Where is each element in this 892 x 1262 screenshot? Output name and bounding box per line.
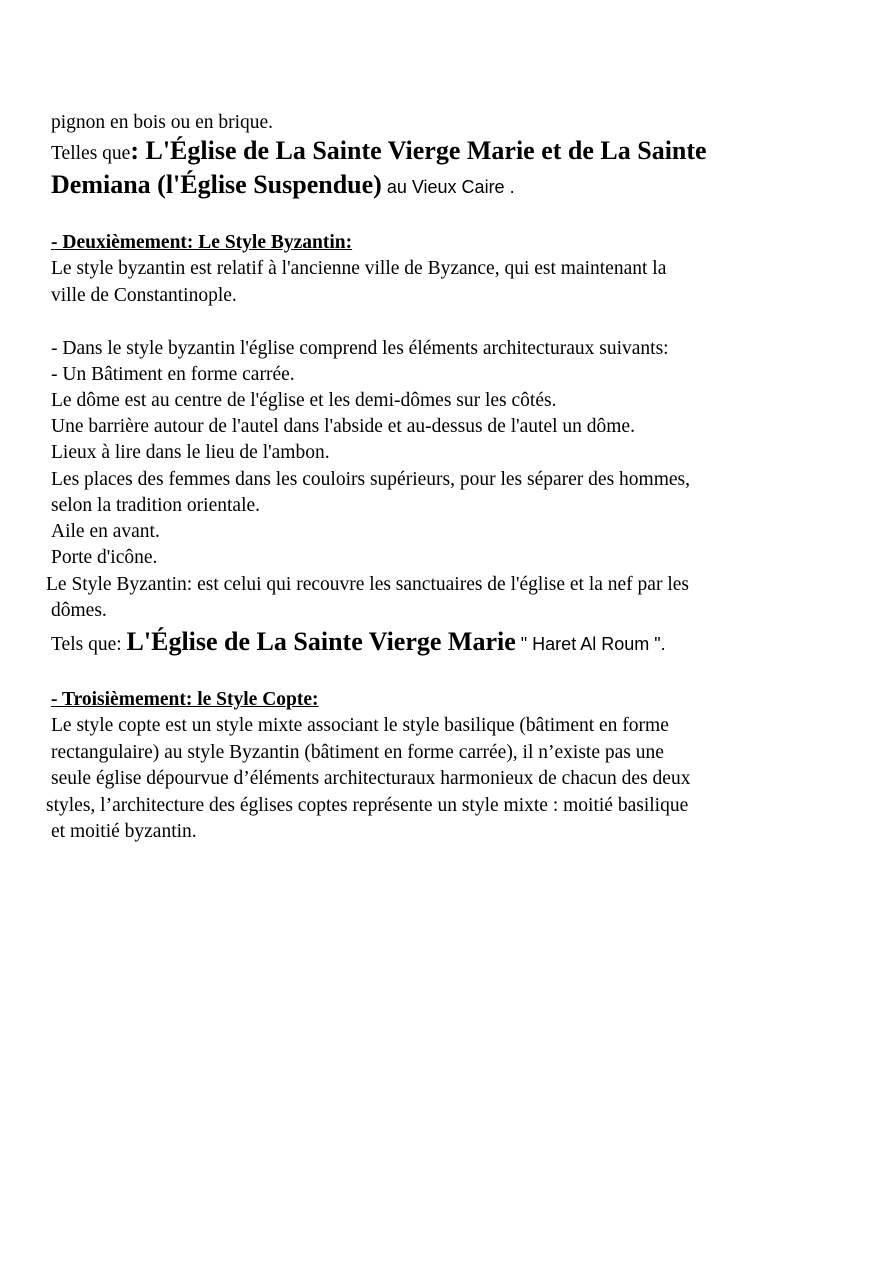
text-line: pignon en bois ou en brique. (51, 112, 274, 133)
text-line: - Dans le style byzantin l'église comprend les éléments architecturaux suivants: (51, 338, 669, 359)
list-item: Les places des femmes dans les couloirs supérieurs, pour les séparer des hommes, (51, 469, 690, 490)
text-line: seule église dépourvue d’éléments architecturaux harmonieux de chacun des deux (51, 768, 691, 789)
list-item: Le dôme est au centre de l'église et les demi-dômes sur les côtés. (51, 390, 557, 411)
example-line (51, 138, 707, 167)
text-line: rectangulaire) au style Byzantin (bâtiment en forme carrée), il n’existe pas une (51, 742, 664, 763)
text-line: Le Style Byzantin: est celui qui recouvre les sanctuaires de l'église et la nef par les (46, 574, 689, 595)
list-item: Une barrière autour de l'autel dans l'abside et au-dessus de l'autel un dôme. (51, 416, 635, 437)
lead-text: Tels que: (51, 634, 127, 655)
location-text: au Vieux Caire . (381, 177, 515, 197)
text-line: et moitié byzantin. (51, 821, 197, 842)
list-item: Porte d'icône. (51, 547, 158, 568)
text-line: ville de Constantinople. (51, 285, 237, 306)
text-line: styles, l’architecture des églises coptes représente un style mixte : moitié basilique (46, 795, 689, 816)
list-item: selon la tradition orientale. (51, 495, 261, 516)
list-item: Lieux à lire dans le lieu de l'ambon. (51, 442, 330, 463)
location-text: " Haret Al Roum ". (515, 634, 666, 654)
example-line-cont (51, 172, 515, 201)
list-item: - Un Bâtiment en forme carrée. (51, 364, 295, 385)
lead-text: Telles que (51, 143, 131, 164)
section-heading-byzantin: - Deuxièmement: Le Style Byzantin: (51, 232, 353, 253)
list-item: Aile en avant. (51, 521, 160, 542)
church-title: : L'Église de La Sainte Vierge Marie et de La Sainte (130, 136, 707, 165)
church-title-cont: Demiana (l'Église Suspendue) (51, 170, 382, 199)
text-line: Le style byzantin est relatif à l'ancienne ville de Byzance, qui est maintenant la (51, 258, 667, 279)
example-line (51, 629, 666, 658)
section-heading-copte: - Troisièmement: le Style Copte: (51, 689, 319, 710)
text-line: dômes. (51, 600, 107, 621)
text-line: Le style copte est un style mixte associant le style basilique (bâtiment en forme (51, 715, 669, 736)
church-title: L'Église de La Sainte Vierge Marie (126, 627, 516, 656)
